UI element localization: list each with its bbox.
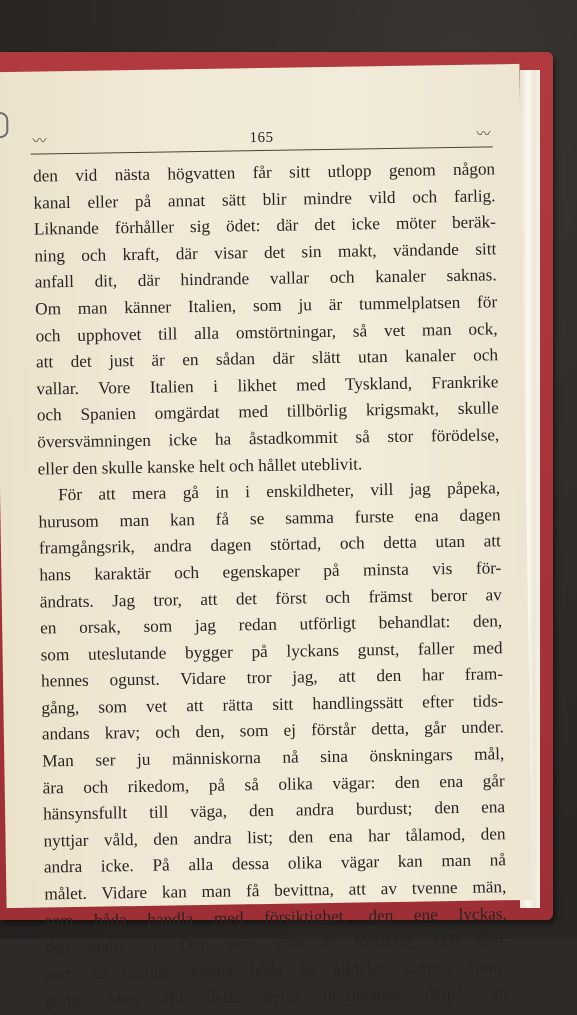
page-header <box>30 126 492 155</box>
text-line: hennes ogunst. Vidare tror jag, att den har fram- <box>40 664 504 691</box>
body-text <box>33 156 508 1014</box>
text-line: framgångsrik, andra dagen störtad, och detta utan att <box>38 531 502 558</box>
text-line: ära och rikedom, på så olika vägar: den ena går <box>42 770 505 798</box>
text-line: kanal eller på annat sätt blir mindre vild och farlig. <box>33 185 496 213</box>
text-line: Om man känner Italien, som ju är tummelplatsen för <box>35 292 498 319</box>
text-line: ning och kraft, där visar det sin makt, vändande sitt <box>34 239 497 266</box>
ornament-right-icon: 〰 <box>476 127 491 143</box>
text-line: och upphovet till alla omstörtningar, så vet man ock, <box>35 318 498 346</box>
text-line: som uteslutande bygger på lyckans gunst, faller med <box>40 637 503 665</box>
text-line: Man ser ju människorna nå sina önskningars mål, <box>42 744 505 771</box>
page-number: 165 <box>249 129 274 147</box>
text-line: som båda handla med försiktighet, den ene lyckas, <box>44 903 507 931</box>
book-page <box>0 64 533 1010</box>
text-line: den vid nästa högvatten får sitt utlopp genom någon <box>32 159 496 186</box>
text-line: den andre ej. Och den, som är försiktig, och den, <box>45 930 508 957</box>
text-line: ändrats. Jag tror, att det först och främst beror av <box>39 584 502 612</box>
text-line: hans karaktär och egenskaper på minsta vis för- <box>39 558 502 585</box>
text-line: hurusom man kan få se samma furste ena dagen <box>38 504 501 532</box>
text-line: som är burdus, kunna båda ha alldeles samma fram- <box>45 957 508 984</box>
binding-ring <box>0 112 9 138</box>
text-line: Liknande förhåller sig ödet: där det icke möter beräk- <box>33 212 497 239</box>
text-line: att det just är en sådan där slätt utan kanaler och <box>35 345 499 372</box>
text-line: För att mera gå in i enskildheter, vill jag påpeka, <box>57 478 501 505</box>
text-line: målet. Vidare kan man få bevittna, att av tvenne män, <box>44 877 507 904</box>
text-line: andra icke. På alla dessa olika vägar kan man nå <box>43 850 507 877</box>
text-line: och Spanien omgärdat med tillbörlig krigsmakt, skulle <box>36 398 499 425</box>
text-line: eller den skulle kanske helt och hållet uteblivit. <box>37 453 363 479</box>
text-line: hänsynsfullt till väga, den andra burdust; den ena <box>42 797 506 824</box>
text-line: nyttjar våld, den andra list; den ena har tålamod, den <box>43 824 506 851</box>
ornament-left-icon: 〰 <box>32 134 47 150</box>
text-line: gång. Men allt detta beror uteslutande därpå, att <box>45 983 509 1010</box>
text-line: gång, som vet att rätta sitt handlingssätt efter tids- <box>41 691 504 718</box>
text-line: vallar. Vore Italien i likhet med Tyskland, Frankrike <box>36 372 499 399</box>
text-line: andans krav; och den, som ej förstår detta, går under. <box>41 717 504 744</box>
text-line: anfall dit, där hindrande vallar och kanaler saknas. <box>34 265 497 292</box>
text-line: en orsak, som jag redan utförligt behandlat: den, <box>40 611 503 638</box>
text-line: översvämningen icke ha åstadkommit så stor förödelse, <box>37 425 500 452</box>
